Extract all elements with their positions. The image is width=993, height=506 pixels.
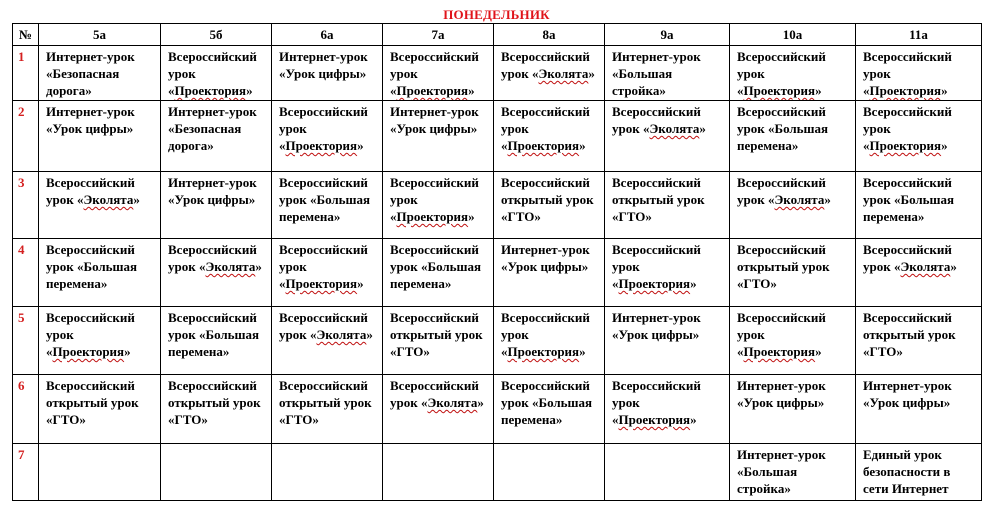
- page-title: ПОНЕДЕЛЬНИК: [443, 7, 550, 22]
- lesson-name-highlighted: Эколята: [538, 66, 589, 81]
- table-row: [13, 172, 982, 239]
- lesson-text: »: [357, 138, 364, 153]
- lesson-text: Всероссийский урок «: [737, 310, 826, 359]
- lesson-cell: [856, 239, 982, 307]
- lesson-text: Всероссийский урок «: [390, 175, 479, 224]
- lesson-cell: [39, 172, 161, 239]
- lesson-cell: [494, 46, 605, 101]
- lesson-cell: [605, 375, 730, 444]
- lesson-text: »: [690, 276, 697, 291]
- lesson-cell: [161, 444, 272, 501]
- lesson-cell: [39, 375, 161, 444]
- table-row: [13, 101, 982, 172]
- lesson-name-highlighted: Эколята: [427, 395, 478, 410]
- lesson-cell: [39, 444, 161, 501]
- lesson-text: Всероссийский урок «: [279, 310, 368, 342]
- lesson-number: 7: [13, 444, 39, 501]
- lesson-text: »: [579, 344, 586, 359]
- lesson-cell: [494, 172, 605, 239]
- lesson-cell: [494, 444, 605, 501]
- lesson-text: Интернет-урок «Урок цифры»: [168, 175, 257, 207]
- lesson-cell: [383, 46, 494, 101]
- lesson-text: Всероссийский урок «Большая перемена»: [863, 175, 955, 224]
- lesson-number: 1: [13, 46, 39, 101]
- table-row: [13, 444, 982, 501]
- lesson-number: 3: [13, 172, 39, 239]
- lesson-text: Всероссийский урок «: [279, 104, 368, 153]
- lesson-cell: [856, 172, 982, 239]
- lesson-text: »: [699, 121, 706, 136]
- lesson-name-highlighted: Эколята: [316, 327, 367, 342]
- lesson-text: Всероссийский открытый урок «ГТО»: [390, 310, 483, 359]
- lesson-cell: [39, 239, 161, 307]
- lesson-text: Всероссийский открытый урок «ГТО»: [863, 310, 956, 359]
- lesson-cell: [161, 375, 272, 444]
- lesson-text: Интернет-урок «Урок цифры»: [390, 104, 479, 136]
- lesson-text: »: [477, 395, 484, 410]
- lesson-cell: [161, 239, 272, 307]
- lesson-text: Интернет-урок «Большая стройка»: [612, 49, 701, 98]
- lesson-cell: [605, 307, 730, 375]
- lesson-text: »: [357, 276, 364, 291]
- lesson-text: Всероссийский урок «: [168, 242, 257, 274]
- lesson-text: »: [255, 259, 262, 274]
- header-class-11a: 11а: [856, 24, 982, 46]
- lesson-cell: [494, 375, 605, 444]
- lesson-name-highlighted: Проектория: [174, 83, 247, 98]
- lesson-text: Всероссийский урок «: [863, 104, 952, 153]
- lesson-name-highlighted: Проектория: [743, 344, 816, 359]
- lesson-cell: [730, 172, 856, 239]
- lesson-cell: [39, 307, 161, 375]
- header-class-5b: 5б: [161, 24, 272, 46]
- lesson-text: Интернет-урок «Урок цифры»: [279, 49, 368, 81]
- lesson-text: Всероссийский открытый урок «ГТО»: [279, 378, 372, 427]
- lesson-name-highlighted: Проектория: [52, 344, 125, 359]
- lesson-text: »: [690, 412, 697, 427]
- lesson-cell: [161, 172, 272, 239]
- lesson-cell: [730, 101, 856, 172]
- lesson-number: 6: [13, 375, 39, 444]
- lesson-cell: [494, 239, 605, 307]
- lesson-cell: [161, 101, 272, 172]
- lesson-name-highlighted: Проектория: [285, 138, 358, 153]
- lesson-text: »: [468, 209, 475, 224]
- lesson-text: Всероссийский урок «Большая перемена»: [279, 175, 371, 224]
- lesson-text: Всероссийский урок «Большая перемена»: [737, 104, 829, 153]
- lesson-text: Всероссийский открытый урок «ГТО»: [737, 242, 830, 291]
- lesson-number: 4: [13, 239, 39, 307]
- lesson-cell: [605, 172, 730, 239]
- lesson-text: »: [468, 83, 475, 98]
- lesson-text: Интернет-урок «Урок цифры»: [737, 378, 826, 410]
- lesson-cell: [605, 46, 730, 101]
- lesson-name-highlighted: Эколята: [83, 192, 134, 207]
- lesson-cell: [730, 307, 856, 375]
- lesson-text: »: [941, 138, 948, 153]
- lesson-name-highlighted: Проектория: [618, 276, 691, 291]
- lesson-cell: [383, 307, 494, 375]
- lesson-text: Интернет-урок «Урок цифры»: [863, 378, 952, 410]
- lesson-text: »: [124, 344, 131, 359]
- lesson-name-highlighted: Эколята: [205, 259, 256, 274]
- lesson-cell: [161, 46, 272, 101]
- lesson-name-highlighted: Проектория: [396, 83, 469, 98]
- header-num: №: [13, 24, 39, 46]
- lesson-name-highlighted: Проектория: [618, 412, 691, 427]
- lesson-text: Всероссийский урок «: [390, 49, 479, 98]
- lesson-cell: [272, 46, 383, 101]
- lesson-cell: [272, 172, 383, 239]
- lesson-cell: [272, 307, 383, 375]
- lesson-name-highlighted: Эколята: [900, 259, 951, 274]
- lesson-text: Всероссийский урок «: [612, 378, 701, 427]
- table-row: [13, 375, 982, 444]
- lesson-text: Всероссийский открытый урок «ГТО»: [168, 378, 261, 427]
- lesson-text: Всероссийский урок «: [279, 242, 368, 291]
- lesson-text: Всероссийский урок «: [501, 310, 590, 359]
- lesson-text: Всероссийский урок «Большая перемена»: [501, 378, 593, 427]
- header-class-10a: 10а: [730, 24, 856, 46]
- lesson-text: Всероссийский урок «Большая перемена»: [46, 242, 138, 291]
- lesson-name-highlighted: Эколята: [774, 192, 825, 207]
- header-class-7a: 7а: [383, 24, 494, 46]
- lesson-text: Всероссийский урок «: [612, 104, 701, 136]
- lesson-text: Всероссийский урок «: [501, 104, 590, 153]
- lesson-cell: [494, 307, 605, 375]
- lesson-text: Всероссийский урок «Большая перемена»: [390, 242, 482, 291]
- lesson-text: Интернет-урок «Большая стройка»: [737, 447, 826, 496]
- lesson-cell: [856, 46, 982, 101]
- lesson-cell: [383, 101, 494, 172]
- header-class-5a: 5а: [39, 24, 161, 46]
- header-class-9a: 9а: [605, 24, 730, 46]
- lesson-name-highlighted: Проектория: [507, 138, 580, 153]
- lesson-number: 2: [13, 101, 39, 172]
- lesson-name-highlighted: Проектория: [507, 344, 580, 359]
- lesson-text: »: [133, 192, 140, 207]
- lesson-text: Единый урок безопасности в сети Интернет: [863, 447, 951, 496]
- lesson-name-highlighted: Проектория: [396, 209, 469, 224]
- lesson-text: Всероссийский урок «: [737, 175, 826, 207]
- lesson-name-highlighted: Эколята: [649, 121, 700, 136]
- lesson-cell: [272, 444, 383, 501]
- lesson-text: Всероссийский открытый урок «ГТО»: [46, 378, 139, 427]
- lesson-text: »: [366, 327, 373, 342]
- lesson-name-highlighted: Проектория: [869, 138, 942, 153]
- lesson-cell: [730, 444, 856, 501]
- lesson-cell: [730, 375, 856, 444]
- lesson-text: Всероссийский урок «: [501, 49, 590, 81]
- lesson-text: »: [941, 83, 948, 98]
- lesson-cell: [39, 46, 161, 101]
- lesson-cell: [730, 239, 856, 307]
- lesson-cell: [161, 307, 272, 375]
- lesson-text: »: [588, 66, 595, 81]
- lesson-text: Всероссийский урок «: [612, 242, 701, 291]
- lesson-text: Интернет-урок «Безопасная дорога»: [168, 104, 257, 153]
- lesson-text: Всероссийский урок «Большая перемена»: [168, 310, 260, 359]
- lesson-cell: [272, 101, 383, 172]
- lesson-text: Всероссийский урок «: [46, 310, 135, 359]
- lesson-cell: [383, 239, 494, 307]
- table-row: [13, 307, 982, 375]
- lesson-cell: [383, 444, 494, 501]
- lesson-cell: [39, 101, 161, 172]
- header-class-6a: 6а: [272, 24, 383, 46]
- table-row: [13, 46, 982, 101]
- table-row: [13, 239, 982, 307]
- lesson-text: »: [815, 83, 822, 98]
- lesson-text: Всероссийский открытый урок «ГТО»: [612, 175, 705, 224]
- lesson-cell: [856, 375, 982, 444]
- lesson-name-highlighted: Проектория: [743, 83, 816, 98]
- lesson-text: »: [824, 192, 831, 207]
- header-class-8a: 8а: [494, 24, 605, 46]
- lesson-text: Интернет-урок «Урок цифры»: [46, 104, 135, 136]
- lesson-cell: [272, 239, 383, 307]
- lesson-text: »: [815, 344, 822, 359]
- lesson-cell: [383, 375, 494, 444]
- lesson-cell: [272, 375, 383, 444]
- header-row: [13, 24, 982, 46]
- lesson-text: Интернет-урок «Урок цифры»: [612, 310, 701, 342]
- lesson-text: Всероссийский урок «: [168, 49, 257, 98]
- lesson-cell: [730, 46, 856, 101]
- lesson-cell: [605, 101, 730, 172]
- lesson-number: 5: [13, 307, 39, 375]
- lesson-cell: [383, 172, 494, 239]
- lesson-cell: [605, 239, 730, 307]
- lesson-text: Интернет-урок «Урок цифры»: [501, 242, 590, 274]
- lesson-text: »: [579, 138, 586, 153]
- schedule-table: [12, 23, 982, 501]
- lesson-text: Всероссийский урок «: [390, 378, 479, 410]
- lesson-text: »: [246, 83, 253, 98]
- lesson-text: Всероссийский урок «: [863, 49, 952, 98]
- lesson-name-highlighted: Проектория: [869, 83, 942, 98]
- lesson-cell: [856, 444, 982, 501]
- lesson-text: Всероссийский урок «: [863, 242, 952, 274]
- lesson-text: Всероссийский открытый урок «ГТО»: [501, 175, 594, 224]
- lesson-cell: [494, 101, 605, 172]
- lesson-text: Всероссийский урок «: [737, 49, 826, 98]
- lesson-name-highlighted: Проектория: [285, 276, 358, 291]
- lesson-text: »: [950, 259, 957, 274]
- lesson-cell: [856, 101, 982, 172]
- lesson-text: Интернет-урок «Безопасная дорога»: [46, 49, 135, 98]
- lesson-text: Всероссийский урок «: [46, 175, 135, 207]
- lesson-cell: [605, 444, 730, 501]
- lesson-cell: [856, 307, 982, 375]
